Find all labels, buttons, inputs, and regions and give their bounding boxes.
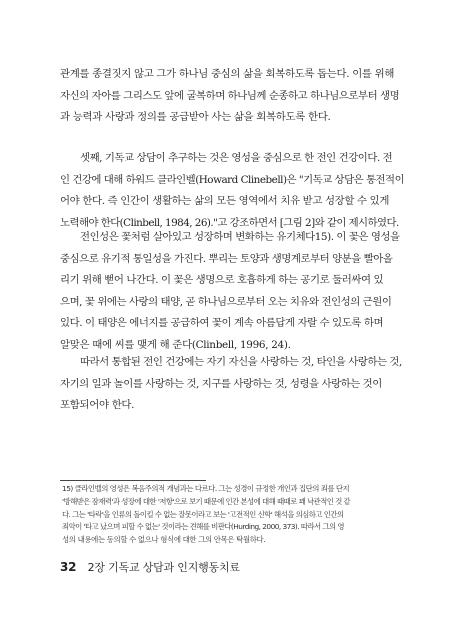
paragraph-4 — [60, 352, 410, 417]
text-line: 있다. 이 태양은 에너지를 공급하여 꽃이 계속 아름답게 자랄 수 있도록 하며 — [60, 317, 384, 329]
text-line: 전인성은 꽃처럼 살아있고 성장하며 변화하는 유기체다15). 이 꽃은 영성을 — [80, 231, 400, 243]
text-line: 과 능력과 사랑과 정의를 공급받아 사는 삶을 회복하도록 한다. — [60, 111, 331, 123]
text-line: 셋째, 기독교 상담이 추구하는 것은 영성을 중심으로 한 전인 건강이다. 전 — [80, 152, 393, 164]
paragraph-1 — [60, 64, 410, 129]
text-line: 알맞은 때에 씨를 맺게 해 준다(Clinbell, 1996, 24). — [60, 338, 291, 351]
text-line: 어야 한다. 즉 인간이 생활하는 삶의 모든 영역에서 치유 받고 성장할 수 있게 — [60, 195, 390, 207]
footnote — [62, 483, 412, 547]
footnote-line: '방해받은 잠재력'과 성장에 대한 '저항'으로 보기 때문에 인간 본성에 대해 때때로 꽤 낙관적인 것 같 — [62, 496, 351, 506]
text-line: 중심으로 유기적 통일성을 가진다. 뿌리는 토양과 생명계로부터 양분을 빨아올 — [60, 252, 393, 265]
paragraph-3 — [60, 227, 410, 356]
text-line: 노력해야 한다(Clinbell, 1984, 26)."고 강조하면서 [그림 2]와 같이 제시하였다. — [60, 216, 399, 229]
text-line: 따라서 통합된 전인 건강에는 자기 자신을 사랑하는 것, 타인을 사랑하는 것, — [80, 356, 402, 368]
text-line: 리기 위해 뻗어 나간다. 이 꽃은 생명으로 호흡하게 하는 공기로 둘러싸여 있 — [60, 274, 384, 286]
footnote-line: 죄악이 '타고 났으며 피할 수 없는' 것이라는 견해를 비판다(Hurding, 2000, 373). 따라서 그의 영 — [62, 522, 344, 532]
footnote-line: 성의 내용에는 동의할 수 없으나 형식에 대한 그의 안목은 탁월하다. — [62, 535, 266, 545]
text-line: 인 건강에 대해 하워드 클라인벨(Howard Clinebell)은 "기독교 상담은 통전적이 — [60, 173, 405, 186]
text-line: 관계를 종결짓지 않고 그가 하나님 중심의 삶을 회복하도록 돕는다. 이를 위해 — [60, 68, 395, 80]
page-number: 32 — [60, 560, 77, 574]
footnote-line: 15) 클라인벨의 영성은 복음주의적 개념과는 다르다. 그는 성경이 규정한 개인과 집단의 죄를 단지 — [62, 484, 350, 493]
page-footer — [60, 559, 240, 575]
paragraph-2 — [60, 148, 410, 234]
chapter-title: 2장 기독교 상담과 인지행동치료 — [87, 561, 240, 574]
text-line: 포함되어야 한다. — [60, 399, 135, 411]
footnote-line: 다. 그는 '타락'을 인류의 돌이킬 수 없는 잘못이라고 보는 '고전적인 신학' 해석을 의심하고 인간의 — [62, 509, 344, 519]
text-line: 자기의 일과 놀이를 사랑하는 것, 지구를 사랑하는 것, 성령을 사랑하는 것이 — [60, 377, 382, 390]
text-line: 자신의 자아를 그리스도 앞에 굴복하며 하나님께 순종하고 하나님으로부터 생명 — [60, 89, 400, 102]
footnote-divider — [60, 480, 206, 481]
text-line: 으며, 꽃 위에는 사랑의 태양, 곧 하나님으로부터 오는 치유와 전인성의 근원이 — [60, 295, 392, 308]
